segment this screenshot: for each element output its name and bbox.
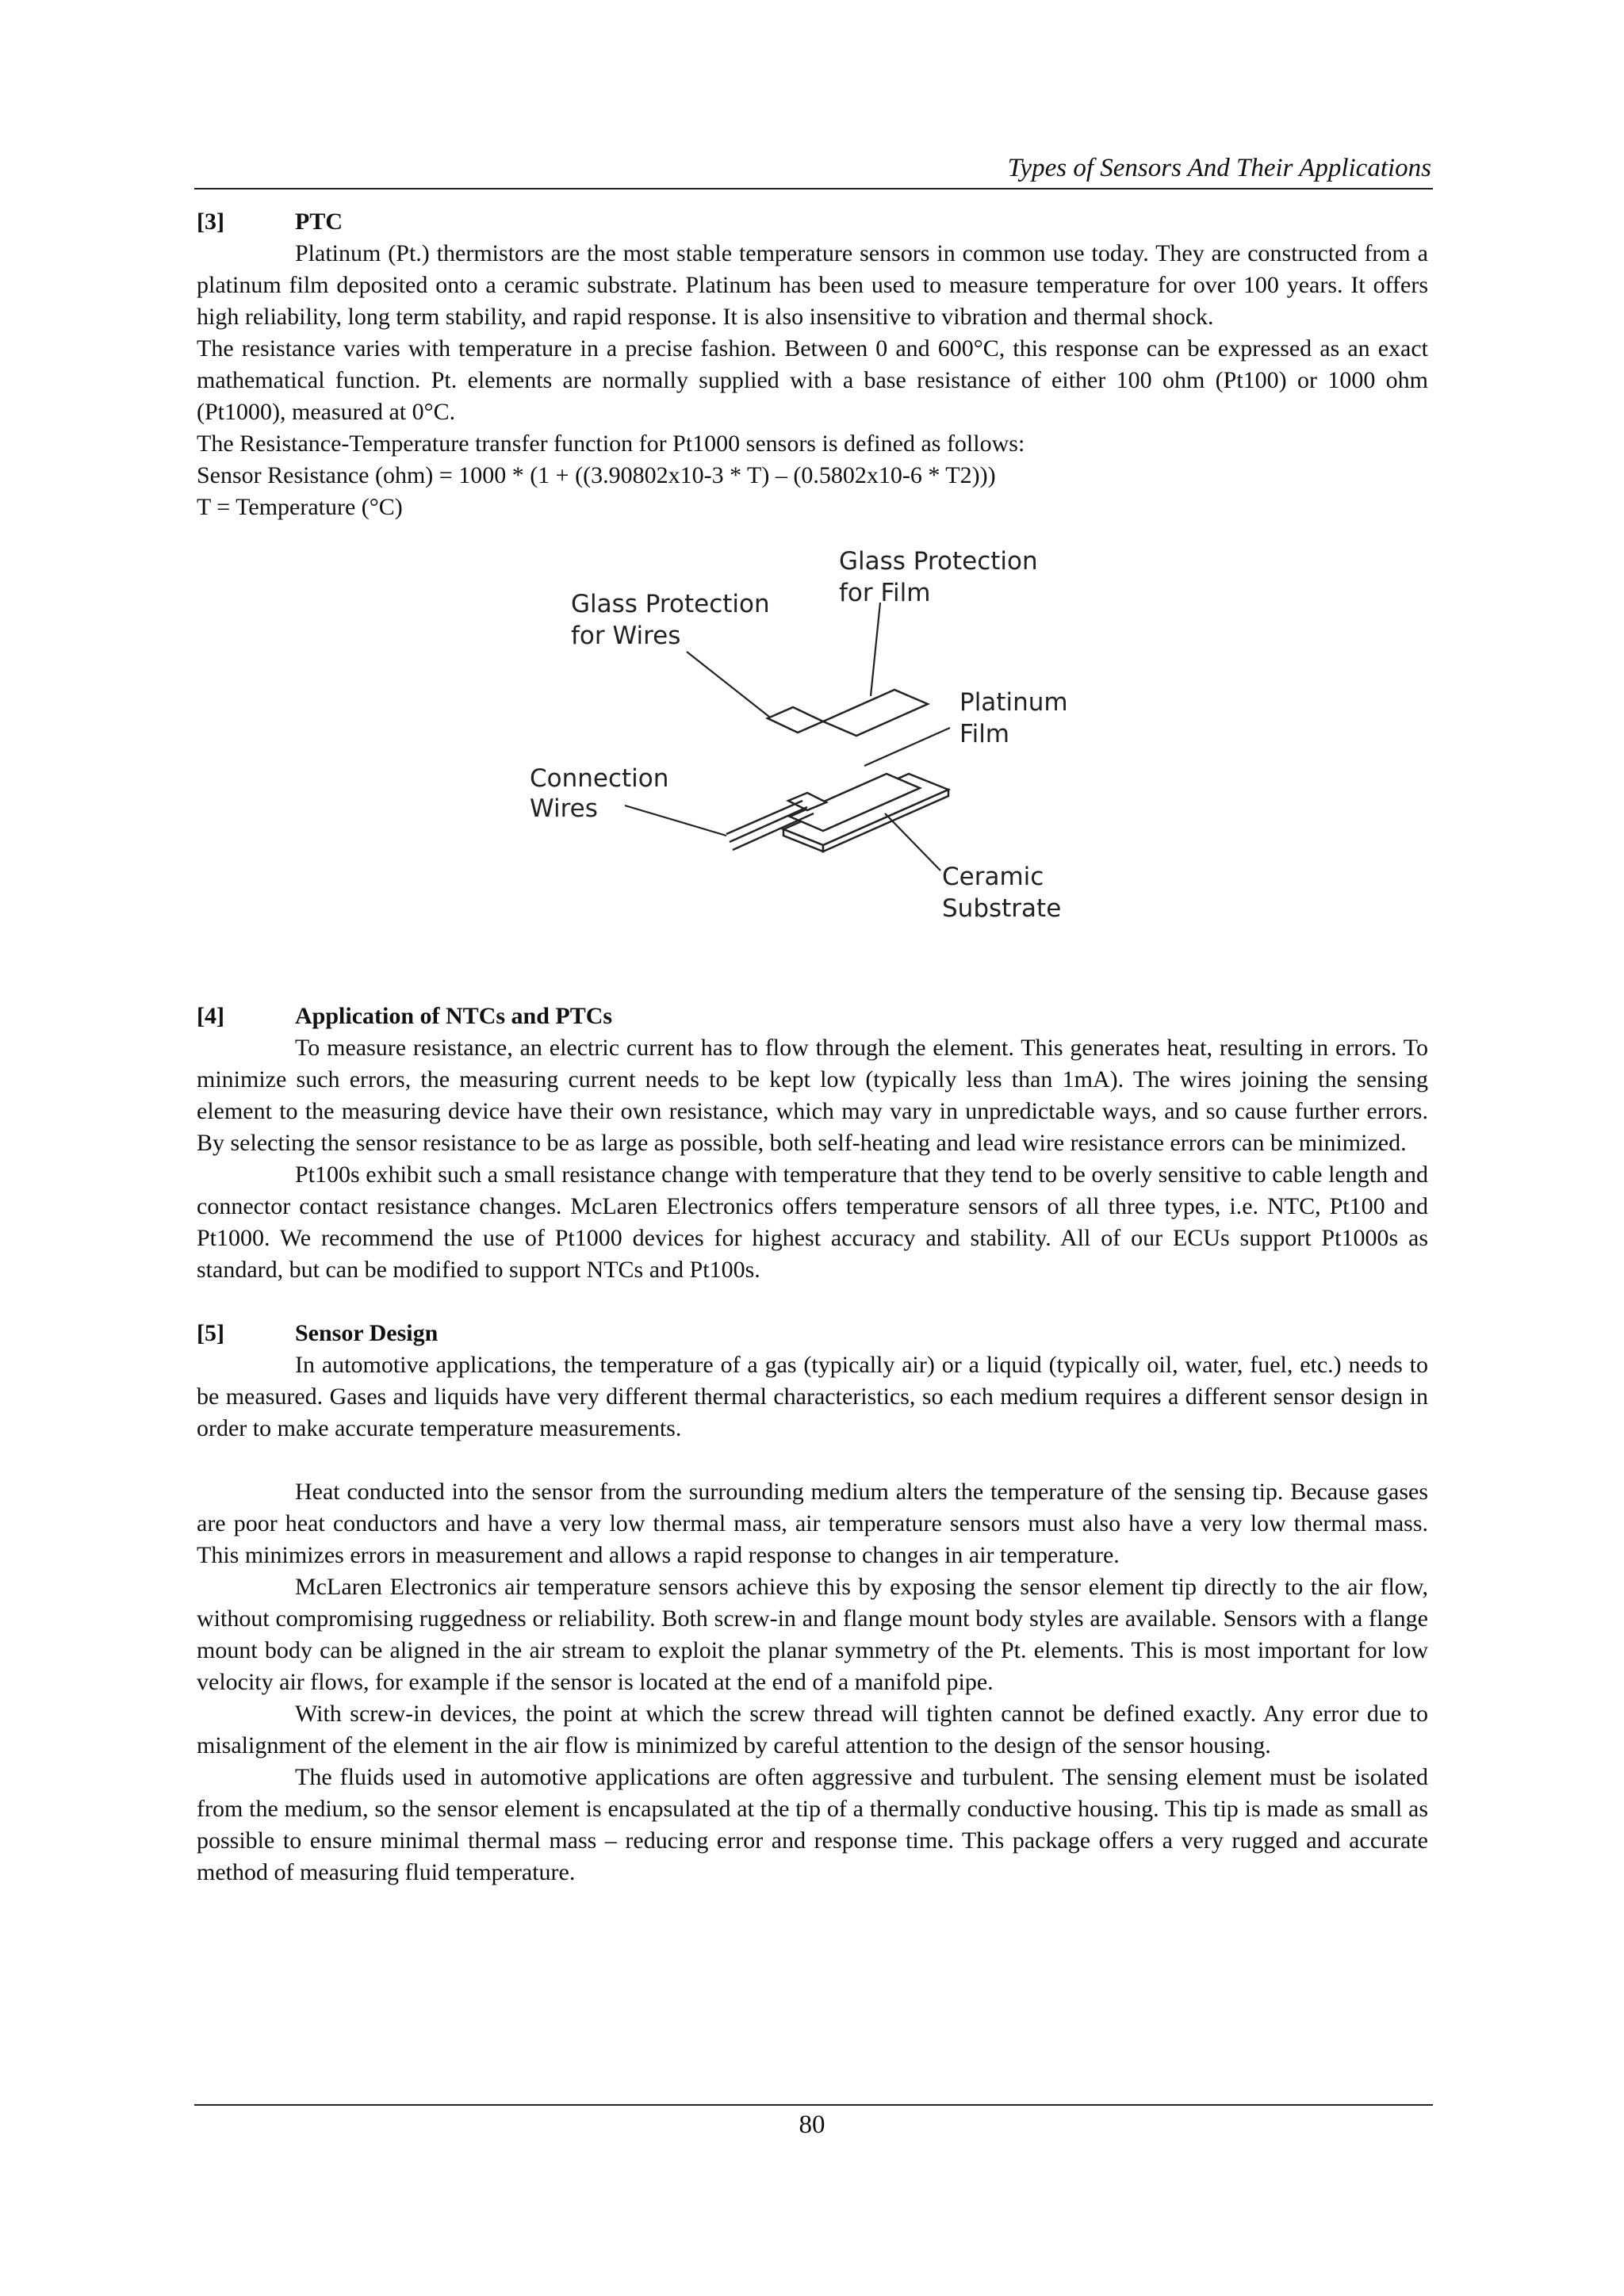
footer-rule [194, 2104, 1433, 2106]
section-title: Sensor Design [295, 1320, 439, 1346]
label-glass-wires-2: for Wires [571, 622, 681, 650]
page-number: 80 [799, 2110, 825, 2139]
spacer [197, 1445, 1428, 1476]
paragraph: To measure resistance, an electric current has to flow through the element. This generates heat, resulting in errors. To minimize such errors, the measuring current needs to be kept low (typically less than 1mA). The wires joining the sensing element to the measuring device have their own resistance, which may vary in unpredictable ways, and so cause further errors. By selecting the sensor resistance to be as large as possible, both self-heating and lead wire resistance errors can be minimized. [197, 1035, 1428, 1156]
label-platinum: Platinum [959, 688, 1068, 717]
glass-wires-shape [768, 707, 823, 733]
platinum-sensor-figure [197, 523, 1428, 1001]
glass-film-shape [823, 690, 928, 736]
sensor-drawing [726, 690, 948, 851]
label-connection-2: Wires [530, 794, 598, 823]
label-glass-film: Glass Protection [839, 547, 1038, 576]
leader-platinum [864, 728, 950, 766]
section-number: [4] [197, 1003, 224, 1029]
spacer [197, 1286, 1428, 1318]
section-title: Application of NTCs and PTCs [295, 1003, 613, 1029]
leader-glass-film [871, 603, 880, 696]
section-number: [3] [197, 209, 224, 235]
leader-ceramic [885, 813, 940, 871]
section-number: [5] [197, 1320, 224, 1346]
leader-connection [625, 806, 726, 836]
section-heading-sensor-design [197, 1318, 1428, 1349]
leader-glass-wires [687, 652, 769, 717]
label-platinum-2: Film [959, 720, 1009, 748]
label-ceramic: Ceramic [942, 863, 1044, 891]
running-header: Types of Sensors And Their Applications [1007, 154, 1431, 182]
label-glass-wires: Glass Protection [571, 590, 770, 618]
page-body [197, 206, 1428, 1888]
label-ceramic-2: Substrate [942, 894, 1062, 923]
platinum-sensor-diagram [197, 523, 1428, 1001]
paragraph: In automotive applications, the temperature of a gas (typically air) or a liquid (typically oil, water, fuel, etc.) needs to be measured. Gases and liquids have very different thermal characteristics, so each medium requires a different sensor design in order to make accurate temperature measurements. [197, 1352, 1428, 1441]
paragraph: Heat conducted into the sensor from the surrounding medium alters the temperature of the sensing tip. Because gases are poor heat conductors and have a very low thermal mass, air temperature sensors must also have a very low thermal mass. This minimizes errors in measurement and allows a rapid response to changes in air temperature. [197, 1479, 1428, 1568]
paragraph: Pt100s exhibit such a small resistance change with temperature that they tend to be overly sensitive to cable length and connector contact resistance changes. McLaren Electronics offers temperature sensors of all three types, i.e. NTC, Pt100 and Pt1000. We recommend the use of Pt1000 devices for highest accuracy and stability. All of our ECUs support Pt1000s as standard, but can be modified to support NTCs and Pt100s. [197, 1161, 1428, 1283]
header-rule [194, 188, 1433, 189]
paragraph: The Resistance-Temperature transfer function for Pt1000 sensors is defined as follows: [197, 430, 1025, 457]
paragraph: Platinum (Pt.) thermistors are the most stable temperature sensors in common use today. They are constructed from a platinum film deposited onto a ceramic substrate. Platinum has been used to measure temperature for over 100 years. It offers high reliability, long term stability, and rapid response. It is also insensitive to vibration and thermal shock. [197, 240, 1428, 330]
paragraph: McLaren Electronics air temperature sensors achieve this by exposing the sensor element tip directly to the air flow, without compromising ruggedness or reliability. Both screw-in and flange mount body styles are available. Sensors with a flange mount body can be aligned in the air stream to exploit the planar symmetry of the Pt. elements. This is most important for low velocity air flows, for example if the sensor is located at the end of a manifold pipe. [197, 1574, 1428, 1695]
section-heading-ptc [197, 206, 1428, 238]
formula-variable: T = Temperature (°C) [197, 494, 403, 520]
paragraph: The fluids used in automotive applications are often aggressive and turbulent. The sensing element must be isolated from the medium, so the sensor element is encapsulated at the tip of a thermally conductive housing. This tip is made as small as possible to ensure minimal thermal mass – reducing error and response time. This package offers a very rugged and accurate method of measuring fluid temperature. [197, 1764, 1428, 1885]
label-glass-film-2: for Film [839, 579, 931, 607]
formula: Sensor Resistance (ohm) = 1000 * (1 + ((3.90802x10-3 * T) – (0.5802x10-6 * T2))) [197, 462, 996, 488]
label-connection: Connection [530, 764, 669, 793]
section-heading-application [197, 1001, 1428, 1032]
section-title: PTC [295, 209, 343, 235]
paragraph: With screw-in devices, the point at which the screw thread will tighten cannot be defined exactly. Any error due to misalignment of the element in the air flow is minimized by careful attention to the design of the sensor housing. [197, 1701, 1428, 1758]
paragraph: The resistance varies with temperature in a precise fashion. Between 0 and 600°C, this response can be expressed as an exact mathematical function. Pt. elements are normally supplied with a base resistance of either 100 ohm (Pt100) or 1000 ohm (Pt1000), measured at 0°C. [197, 335, 1428, 425]
